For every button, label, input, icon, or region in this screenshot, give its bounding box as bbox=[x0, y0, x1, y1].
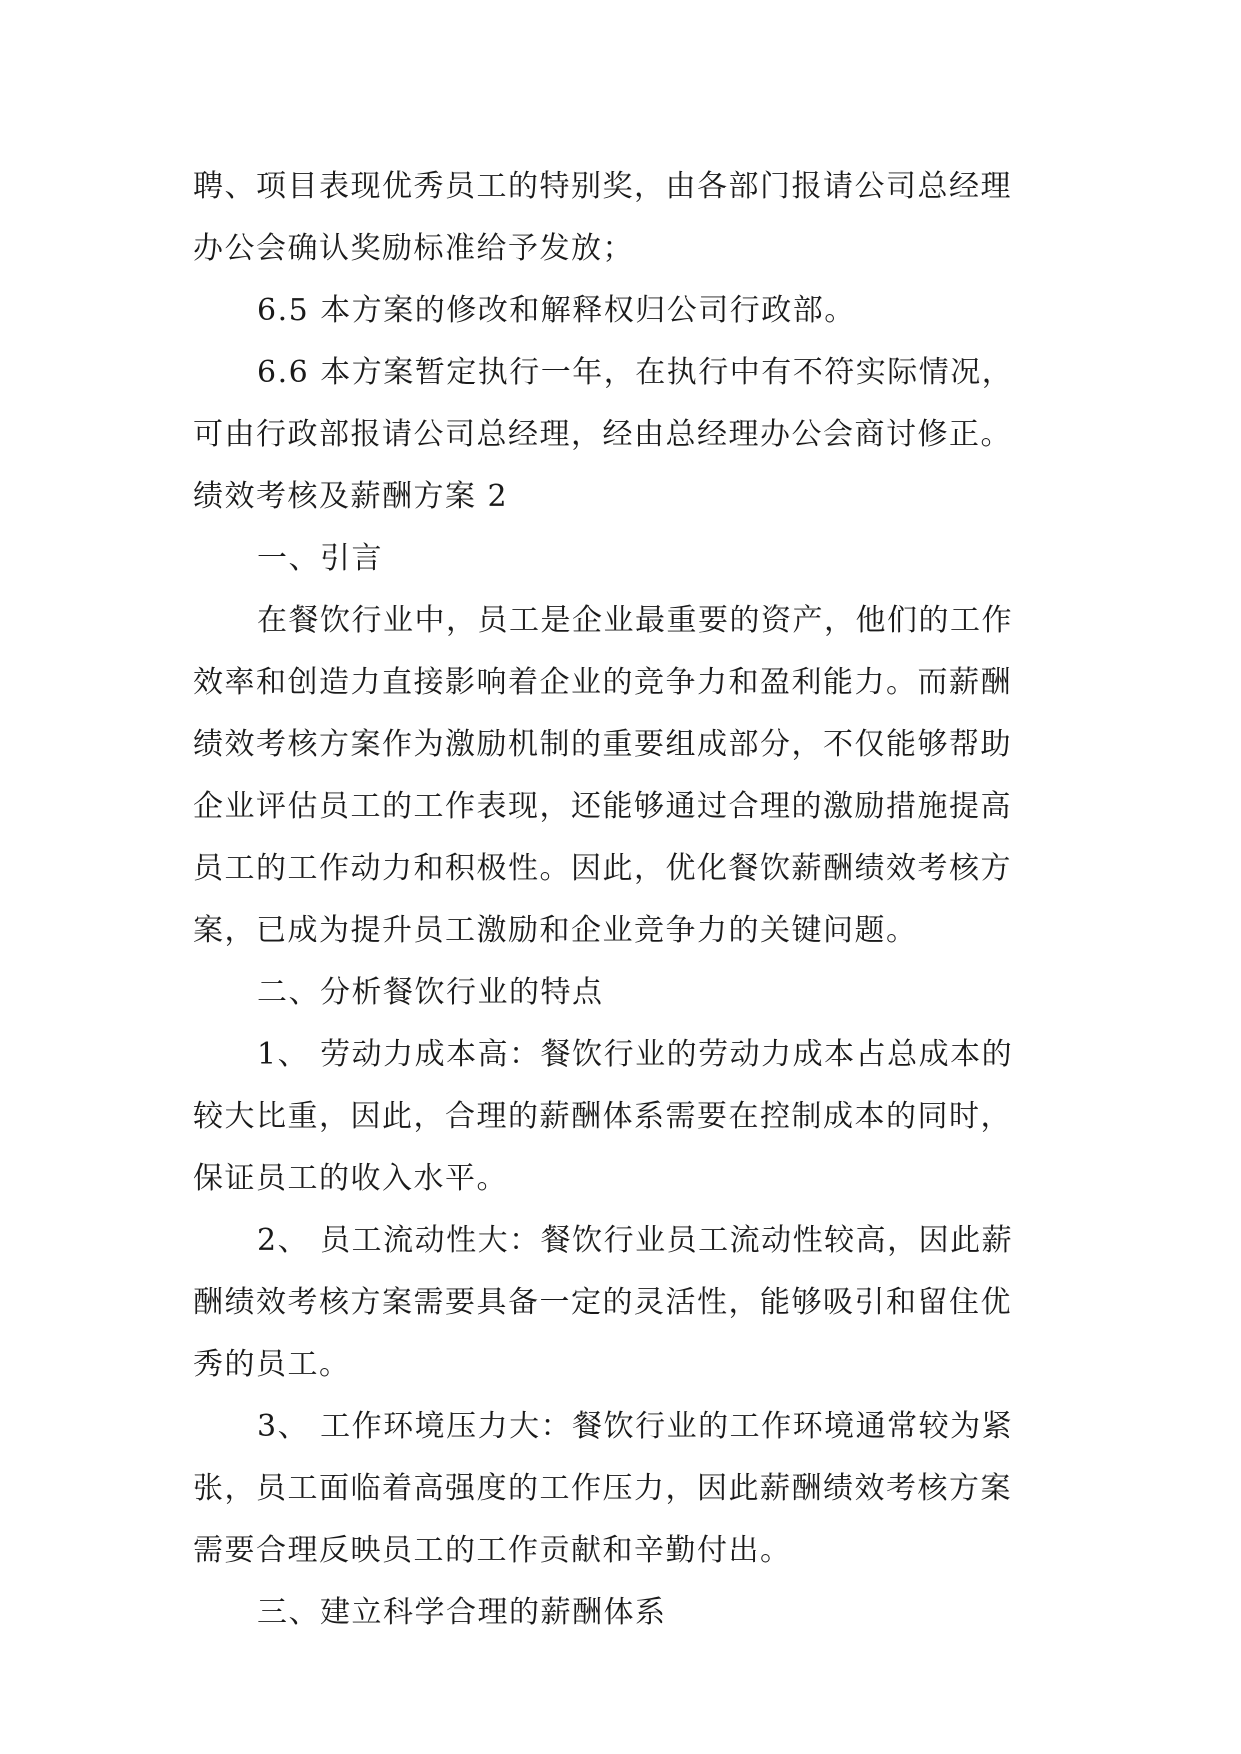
paragraph-line: 6.6 本方案暂定执行一年，在执行中有不符实际情况， bbox=[257, 355, 1014, 390]
paragraph-line: 企业评估员工的工作表现，还能够通过合理的激励措施提高 bbox=[193, 789, 1012, 824]
document-page bbox=[193, 156, 1073, 1644]
paragraph-line: 秀的员工。 bbox=[193, 1347, 351, 1382]
section-heading: 三、建立科学合理的薪酬体系 bbox=[257, 1595, 667, 1630]
section-heading: 一、引言 bbox=[257, 541, 383, 576]
paragraph-line: 需要合理反映员工的工作贡献和辛勤付出。 bbox=[193, 1533, 792, 1568]
section-title: 绩效考核及薪酬方案 2 bbox=[193, 479, 509, 514]
paragraph-line: 张，员工面临着高强度的工作压力，因此薪酬绩效考核方案 bbox=[193, 1471, 1012, 1506]
section-heading: 二、分析餐饮行业的特点 bbox=[257, 975, 604, 1010]
paragraph-line: 可由行政部报请公司总经理，经由总经理办公会商讨修正。 bbox=[193, 417, 1012, 452]
paragraph-line: 3、 工作环境压力大：餐饮行业的工作环境通常较为紧 bbox=[257, 1409, 1014, 1444]
paragraph-line: 在餐饮行业中，员工是企业最重要的资产，他们的工作 bbox=[257, 603, 1013, 638]
paragraph-line: 员工的工作动力和积极性。因此，优化餐饮薪酬绩效考核方 bbox=[193, 851, 1012, 886]
paragraph-line: 1、 劳动力成本高：餐饮行业的劳动力成本占总成本的 bbox=[257, 1037, 1014, 1072]
paragraph-line: 绩效考核方案作为激励机制的重要组成部分，不仅能够帮助 bbox=[193, 727, 1012, 762]
paragraph-line: 2、 员工流动性大：餐饮行业员工流动性较高，因此薪 bbox=[257, 1223, 1014, 1258]
paragraph-line: 案，已成为提升员工激励和企业竞争力的关键问题。 bbox=[193, 913, 918, 948]
paragraph-line: 办公会确认奖励标准给予发放； bbox=[193, 231, 634, 266]
paragraph-line: 6.5 本方案的修改和解释权归公司行政部。 bbox=[257, 293, 856, 328]
paragraph-line: 效率和创造力直接影响着企业的竞争力和盈利能力。而薪酬 bbox=[193, 665, 1012, 700]
paragraph-line: 聘、项目表现优秀员工的特别奖，由各部门报请公司总经理 bbox=[193, 169, 1012, 204]
paragraph-line: 酬绩效考核方案需要具备一定的灵活性，能够吸引和留住优 bbox=[193, 1285, 1012, 1320]
paragraph-line: 保证员工的收入水平。 bbox=[193, 1161, 508, 1196]
paragraph-line: 较大比重，因此，合理的薪酬体系需要在控制成本的同时， bbox=[193, 1099, 1012, 1134]
